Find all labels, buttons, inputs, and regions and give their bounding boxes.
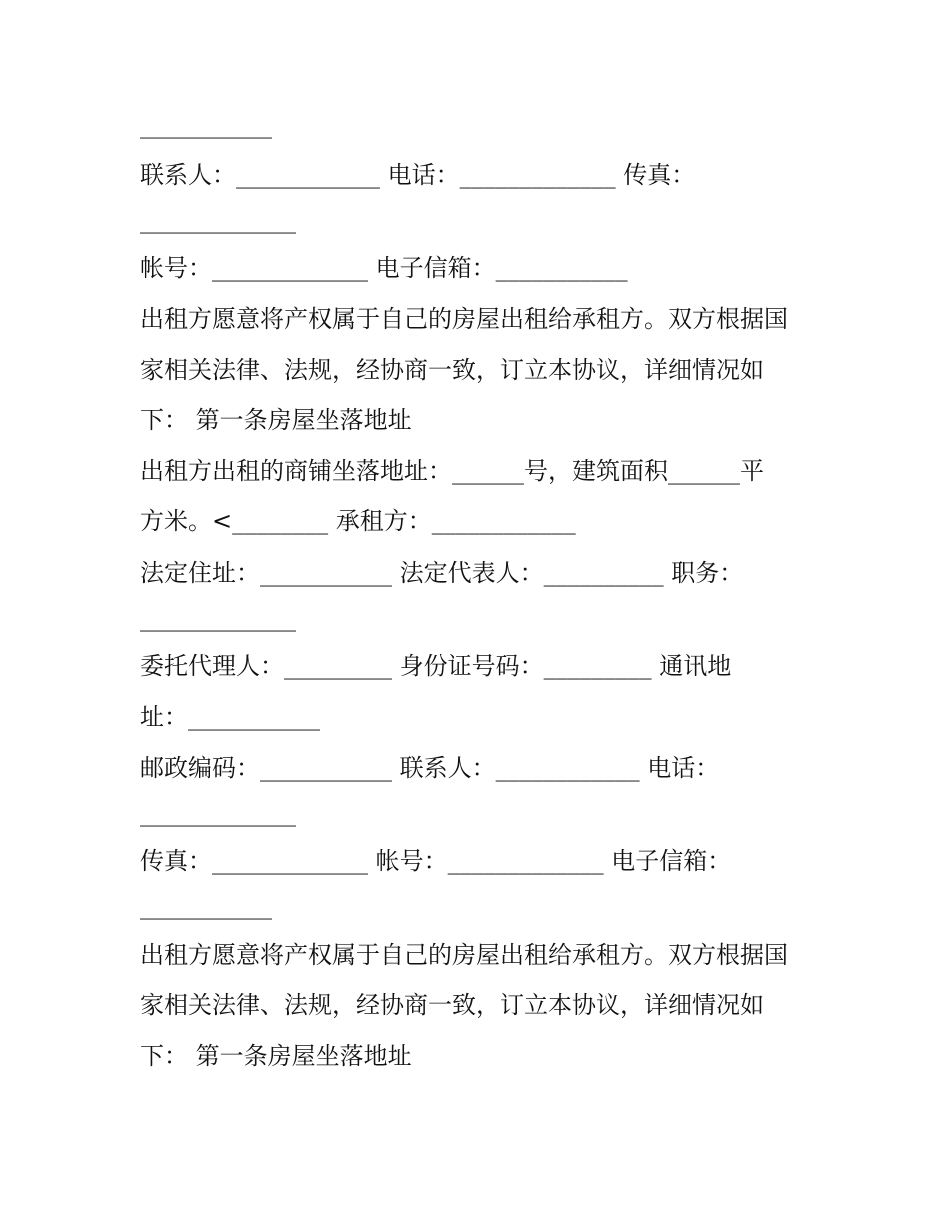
text-line: 下： 第一条房屋坐落地址	[140, 1042, 412, 1070]
text-line: 帐号：_____________ 电子信箱：___________	[140, 254, 628, 282]
text-line: 出租方出租的商铺坐落地址：______号，建筑面积______平	[140, 457, 764, 485]
text-line: 址：___________	[140, 703, 320, 731]
text-line: _____________	[140, 799, 296, 827]
text-line: 出租方愿意将产权属于自己的房屋出租给承租方。双方根据国	[140, 941, 788, 969]
text-line: 出租方愿意将产权属于自己的房屋出租给承租方。双方根据国	[140, 305, 788, 333]
text-line: 邮政编码：___________ 联系人：____________ 电话：	[140, 754, 720, 782]
text-line: _____________	[140, 206, 296, 234]
text-line: 委托代理人：_________ 身份证号码：_________ 通讯地	[140, 652, 732, 680]
text-line: 家相关法律、法规，经协商一致，订立本协议，详细情况如	[140, 991, 764, 1019]
text-line: _____________	[140, 604, 296, 632]
text-line: ___________	[140, 111, 272, 139]
text-line: 传真：_____________ 帐号：_____________ 电子信箱：	[140, 847, 732, 875]
text-line: 家相关法律、法规，经协商一致，订立本协议，详细情况如	[140, 356, 764, 384]
text-line: ___________	[140, 892, 272, 920]
text-line: 方米。<________ 承租方：____________	[140, 507, 576, 535]
text-line: 下： 第一条房屋坐落地址	[140, 406, 412, 434]
text-line: 联系人：____________ 电话：_____________ 传真：	[140, 161, 696, 189]
text-line: 法定住址：___________ 法定代表人：__________ 职务：	[140, 559, 744, 587]
